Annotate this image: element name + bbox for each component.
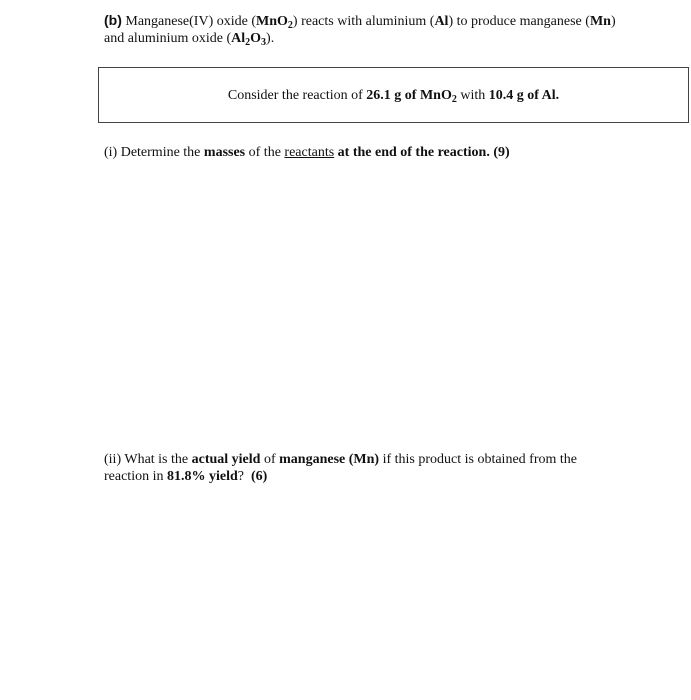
given-data-box	[98, 67, 689, 123]
formula-mno2: MnO$_2$	[256, 14, 293, 31]
keyword-reactants: reactants	[284, 145, 335, 160]
keyword-masses: masses	[203, 145, 246, 160]
intro-text: ) reacts with aluminium (	[292, 14, 435, 29]
formula-al2o3: $Al_2O_3$	[231, 31, 267, 48]
intro-text: ).	[266, 31, 275, 46]
mass-mno2: 26.1 g of MnO$_2$	[366, 87, 457, 105]
given-data-text: Consider the reaction of 26.1 g of MnO$_2$ with 10.4 g of Al.	[227, 87, 560, 105]
keyword-percent-yield: 81.8% yield	[166, 469, 238, 484]
question-ii: (ii) What is the actual yield of manganese (Mn) if this product is obtained from the reaction in 81.8% yield? (6)	[104, 452, 577, 484]
mass-al: 10.4 g of Al.	[488, 87, 560, 103]
symbol-mn: Mn	[589, 14, 611, 29]
part-b-label: (b)	[104, 12, 122, 28]
intro-text: and aluminium oxide (	[104, 31, 232, 46]
keyword-manganese: manganese (Mn)	[279, 452, 380, 467]
question-i: (i) Determine the masses of the reactants at the end of the reaction. (9)	[104, 145, 510, 160]
marks-label: (6)	[250, 469, 268, 484]
part-b-intro	[104, 12, 684, 47]
intro-text: )	[610, 14, 616, 29]
keyword-actual-yield: actual yield	[191, 452, 261, 467]
keyword-end-of-reaction: at the end of the reaction. (9)	[337, 145, 510, 160]
intro-text: Manganese(IV) oxide (	[121, 14, 257, 29]
symbol-al: Al	[434, 14, 449, 29]
intro-text: ) to produce manganese (	[448, 14, 590, 29]
